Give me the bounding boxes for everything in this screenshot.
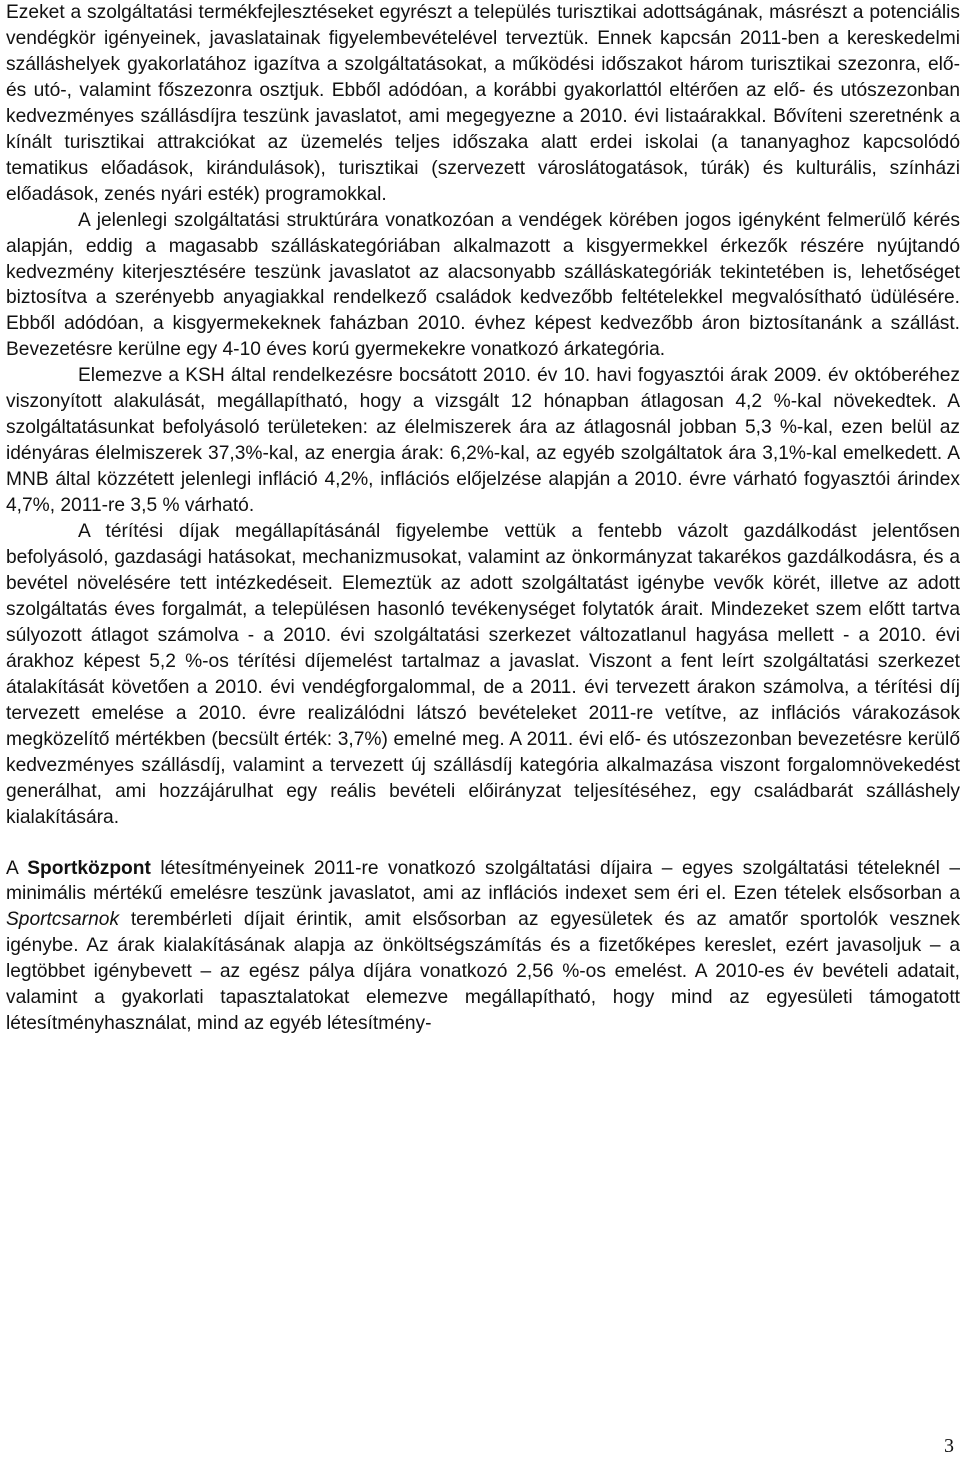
paragraph-price-analysis: Elemezve a KSH által rendelkezésre bocsátott 2010. év 10. havi fogyasztói árak 2009. év októberéhez viszonyított alakulását, megállapítható, hogy a vizsgált 12 hónapban átlagosan 4,2 %-kal növekedtek. A szolgáltatásunkat befolyásoló területeken: az élelmiszerek ára az átlagosnál jobban 5,3 %-kal, ezen belül az idényáras élelmiszerek 37,3%-kal, az energia árak: 6,2%-kal, az egyéb szolgáltatok ára 3,1%-kal emelkedett. A MNB által közzétett jelenlegi infláció 4,2%, inflációs előjelzése alapján a 2010. évre várható fogyasztói árindex 4,7%, 2011-re 3,5 % várható. (6, 365, 960, 517)
sports-center-text-end: terembérleti díjait érintik, amit elsősorban az egyesületek és az amatőr sportolók vesznek igénybe. Az árak kialakításának alapja az önköltségszámítás és a fizetőképes kereslet, ezért javasoljuk – a legtöbbet igénybevett – az egész pálya díjára vonatkozó 2,56 %-os emelést. A 2010-es év bevételi adatait, valamint a gyakorlati tapasztalatokat elemezve megállapítható, hogy mind az egyesületi támogatott létesítményhasználat, mind az egyéb létesítmény- (6, 909, 960, 1035)
paragraph-gap (6, 831, 960, 856)
paragraph-service-structure: A jelenlegi szolgáltatási struktúrára vonatkozóan a vendégek körében jogos igényként felmerülő kérés alapján, eddig a magasabb szálláskategóriában alkalmazott a kisgyermekkel érkezők részére nyújtandó kedvezmény kiterjesztésére teszünk javaslatot az alacsonyabb szálláskategóriák tekintetében is, lehetőséget biztosítva a szerényebb anyagiakkal rendelkező családok kedvezőbb feltételekkel megvalósítható üdülésére. Ebből adódóan, a kisgyermekeknek faházban 2010. évhez képest kedvezőbb áron biztosítanánk a szállást. Bevezetésre kerülne egy 4-10 éves korú gyermekekre vonatkozó árkategória. (6, 209, 960, 361)
paragraph-fee-determination: A térítési díjak megállapításánál figyelembe vettük a fentebb vázolt gazdálkodást jelentősen befolyásoló, gazdasági hatásokat, mechanizmusokat, valamint az önkormányzat takarékos gazdálkodásra, és a bevétel növelésére tett intézkedéseit. Elemeztük az adott szolgáltatást igénybe vevők körét, illetve az adott szolgáltatás éves forgalmát, a településen hasonló tevékenységet folytatók árait. Mindezeket szem előtt tartva súlyozott átlagot számolva - a 2010. évi szolgáltatási szerkezet változatlanul hagyása mellett - a 2010. évi árakhoz képest 5,2 %-os térítési díjemelést tartalmaz a javaslat. Viszont a fent leírt szolgáltatási szerkezet átalakítását követően a 2010. évi vendégforgalommal, de a 2011. évi tervezett árakon számolva, a térítési díj tervezett emelése a 2010. évre realizálódni látszó bevételeket 2011-re vetítve, az inflációs várakozások megközelítő mértékben (becsült érték: 3,7%) emelné meg. A 2011. évi elő- és utószezonban bevezetésre kerülő kedvezményes szállásdíj, valamint a tervezett új szállásdíj kategória alkalmazása viszont forgalomnövekedést generálhat, ami hozzájárulhat egy reális bevételi előirányzat teljesítéséhez, egy családbarát szálláshely kialakítására. (6, 521, 960, 828)
page-number: 3 (944, 1435, 954, 1457)
paragraph-sports-center (6, 856, 960, 1038)
sports-center-bold-term: Sportközpont (27, 857, 151, 879)
document-page (6, 0, 960, 1037)
sports-center-text-middle: létesítményeinek 2011-re vonatkozó szolgáltatási díjaira – egyes szolgáltatási tételeknél – minimális mértékű emelésre teszünk javaslatot, ami az inflációs indexet sem éri el. Ezen tételek elsősorban a (6, 857, 960, 905)
sports-center-text-start: A (6, 857, 28, 879)
paragraph-services-development: Ezeket a szolgáltatási termékfejlesztéseket egyrészt a település turisztikai adottságának, másrészt a potenciális vendégkör igényeinek, javaslatainak figyelembevételével terveztük. Ennek kapcsán 2011-ben a kereskedelmi szálláshelyek gyakorlatához igazítva a szolgáltatásokat, a működési időszakot három turisztikai szezonra, elő- és utó-, valamint főszezonra osztjuk. Ebből adódóan, a korábbi gyakorlattól eltérően az elő- és utószezonban kedvezményes szállásdíjra teszünk javaslatot, ami megegyezne a 2010. évi listaárakkal. Bővíteni szeretnénk a kínált turisztikai attrakciókat az üzemelés teljes időszaka alatt erdei iskolai (a tananyaghoz kapcsolódó tematikus előadások, kirándulások), turisztikai (szervezett városlátogatások, túrák) és kulturális, színházi előadások, zenés nyári esték) programokkal. (6, 2, 960, 205)
sports-hall-italic-term: Sportcsarnok (6, 909, 120, 931)
